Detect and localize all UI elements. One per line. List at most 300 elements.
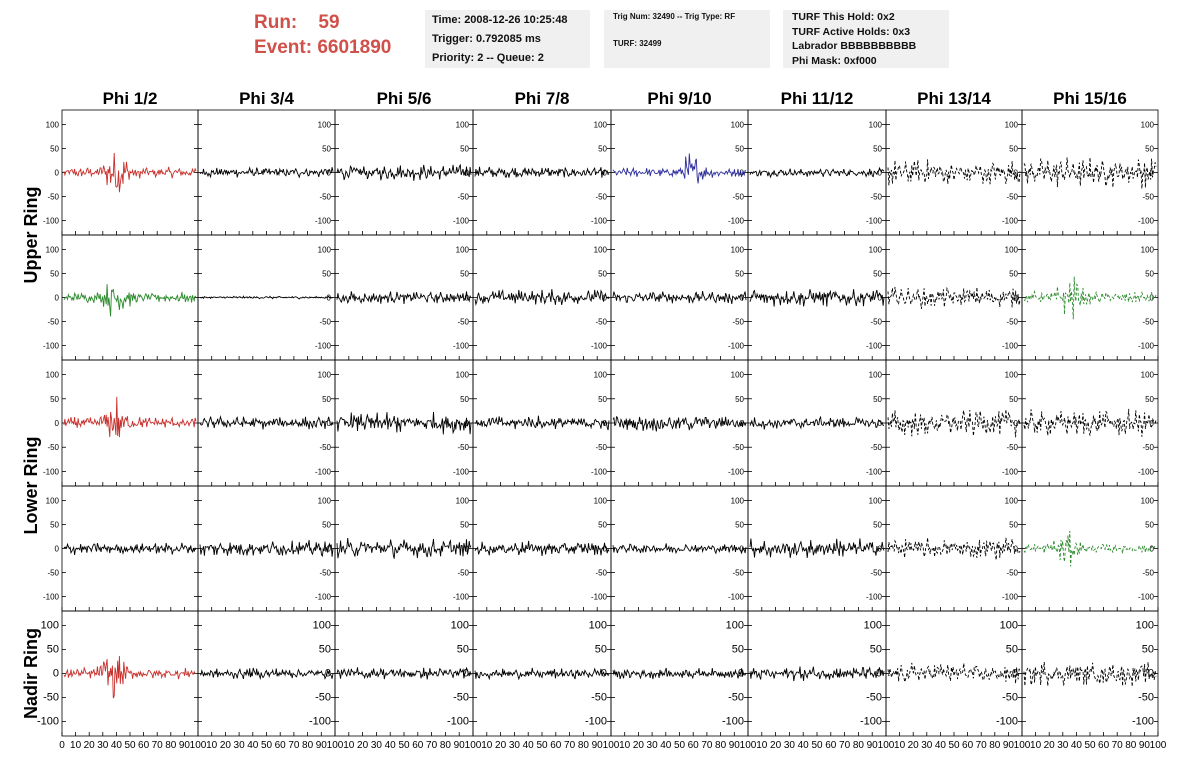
y-tick-label: 0 xyxy=(324,667,331,680)
y-tick-label: 0 xyxy=(1149,419,1154,428)
turf-text: TURF: 32499 xyxy=(613,39,662,48)
waveform-trace xyxy=(200,296,333,299)
y-tick-label: -100 xyxy=(452,216,469,226)
waveform-trace xyxy=(64,656,196,698)
y-tick-label: -100 xyxy=(1137,216,1154,226)
turf-this-hold-text: TURF This Hold: 0x2 xyxy=(792,11,895,23)
waveform-trace xyxy=(200,167,333,177)
y-tick-label: 50 xyxy=(731,643,744,656)
y-tick-label: 50 xyxy=(318,643,331,656)
y-tick-label: -100 xyxy=(1001,216,1018,226)
x-tick-label: 80 xyxy=(1125,740,1137,751)
y-tick-label: -50 xyxy=(732,443,744,453)
column-header: Phi 11/12 xyxy=(780,89,854,108)
waveform-trace xyxy=(64,543,196,555)
y-tick-label: 0 xyxy=(326,419,331,428)
y-tick-label: 0 xyxy=(1149,544,1154,554)
y-tick-label: -50 xyxy=(732,317,744,327)
y-tick-label: 50 xyxy=(598,269,607,279)
y-tick-label: 0 xyxy=(464,419,469,428)
waveform-trace xyxy=(1024,277,1156,320)
y-tick-label: -100 xyxy=(865,467,882,477)
trigger-text: Trigger: 0.792085 ms xyxy=(432,33,541,45)
y-tick-label: -100 xyxy=(865,341,882,351)
x-tick-label: 60 xyxy=(274,740,286,751)
x-tick-label: 20 xyxy=(83,740,95,751)
x-tick-label: 10 xyxy=(206,740,218,751)
y-tick-label: -100 xyxy=(584,715,607,728)
y-tick-label: 0 xyxy=(1011,667,1018,680)
y-tick-label: 100 xyxy=(312,619,331,632)
event-label: Event: xyxy=(254,37,313,58)
x-tick-label: 90 xyxy=(453,740,465,751)
y-tick-label: -50 xyxy=(457,192,469,202)
x-tick-label: 60 xyxy=(962,740,974,751)
y-tick-label: 0 xyxy=(54,544,59,554)
x-tick-label: 30 xyxy=(370,740,382,751)
y-tick-label: 50 xyxy=(1009,520,1018,530)
waveform-trace xyxy=(613,417,746,432)
waveform-trace xyxy=(750,667,884,682)
x-tick-label: 50 xyxy=(948,740,960,751)
y-tick-label: 50 xyxy=(50,269,59,279)
x-tick-label: 80 xyxy=(439,740,451,751)
y-tick-label: 50 xyxy=(873,269,882,279)
x-tick-label: 80 xyxy=(302,740,314,751)
y-tick-label: 100 xyxy=(1140,496,1154,506)
y-tick-label: 100 xyxy=(317,370,331,380)
y-tick-label: -100 xyxy=(314,341,331,351)
x-tick-label: 50 xyxy=(1084,740,1096,751)
y-tick-label: 0 xyxy=(54,168,59,178)
x-tick-label: 10 xyxy=(481,740,493,751)
y-tick-label: -100 xyxy=(590,467,607,477)
x-tick-label: 30 xyxy=(783,740,795,751)
x-tick-label: 100 xyxy=(877,740,895,751)
column-header: Phi 15/16 xyxy=(1053,89,1127,108)
run-value: 59 xyxy=(318,12,340,33)
y-tick-label: -100 xyxy=(1137,467,1154,477)
x-tick-label: 90 xyxy=(178,740,190,751)
y-tick-label: 0 xyxy=(464,168,469,178)
y-tick-label: 100 xyxy=(730,120,744,130)
y-tick-label: 100 xyxy=(317,496,331,506)
y-tick-label: 50 xyxy=(322,269,331,279)
y-tick-label: 50 xyxy=(460,520,469,530)
y-tick-label: -100 xyxy=(36,715,59,728)
y-tick-label: 100 xyxy=(730,245,744,255)
y-tick-label: 0 xyxy=(464,293,469,303)
y-tick-label: -50 xyxy=(1006,192,1018,202)
x-tick-label: 40 xyxy=(384,740,396,751)
y-tick-label: 0 xyxy=(52,667,59,680)
waveform-trace xyxy=(888,409,1020,437)
y-tick-label: -50 xyxy=(595,192,607,202)
y-tick-label: 50 xyxy=(46,643,59,656)
y-tick-label: -100 xyxy=(1137,592,1154,602)
y-tick-label: 100 xyxy=(730,370,744,380)
y-tick-label: 50 xyxy=(873,520,882,530)
x-tick-label: 100 xyxy=(1149,740,1167,751)
y-tick-label: -100 xyxy=(865,592,882,602)
y-tick-label: 0 xyxy=(739,419,744,428)
y-tick-label: 0 xyxy=(1013,293,1018,303)
y-tick-label: 100 xyxy=(863,619,882,632)
waveform-trace xyxy=(750,289,884,306)
y-tick-label: -100 xyxy=(859,715,882,728)
column-header: Phi 3/4 xyxy=(239,89,294,108)
waveform-trace xyxy=(337,667,471,679)
waveform-trace xyxy=(200,540,333,557)
y-tick-label: 100 xyxy=(1004,370,1018,380)
y-tick-label: 50 xyxy=(873,394,882,404)
x-tick-label: 40 xyxy=(110,740,122,751)
y-tick-label: -50 xyxy=(1142,317,1154,327)
y-tick-label: -50 xyxy=(319,317,331,327)
y-tick-label: 100 xyxy=(1140,120,1154,130)
y-tick-label: 100 xyxy=(40,619,59,632)
y-tick-label: -100 xyxy=(314,467,331,477)
y-tick-label: 100 xyxy=(1004,245,1018,255)
y-tick-label: 50 xyxy=(50,520,59,530)
x-tick-label: 10 xyxy=(70,740,82,751)
y-tick-label: -50 xyxy=(870,317,882,327)
x-tick-label: 20 xyxy=(632,740,644,751)
waveform-trace xyxy=(1024,662,1156,687)
y-tick-label: -50 xyxy=(47,568,59,578)
y-tick-label: -100 xyxy=(1137,341,1154,351)
y-tick-label: -50 xyxy=(1006,443,1018,453)
y-tick-label: -50 xyxy=(591,691,607,704)
y-tick-label: -50 xyxy=(453,691,469,704)
y-tick-label: -100 xyxy=(446,715,469,728)
row-group-label: Upper Ring xyxy=(21,186,41,284)
y-tick-label: 0 xyxy=(1013,419,1018,428)
y-tick-label: -100 xyxy=(1131,715,1154,728)
y-tick-label: -50 xyxy=(1138,691,1154,704)
y-tick-label: -50 xyxy=(870,192,882,202)
y-tick-label: -50 xyxy=(47,192,59,202)
y-tick-label: -100 xyxy=(314,592,331,602)
x-tick-label: 90 xyxy=(591,740,603,751)
y-tick-label: 0 xyxy=(602,419,607,428)
x-tick-label: 90 xyxy=(866,740,878,751)
y-tick-label: 100 xyxy=(1004,120,1018,130)
y-tick-label: -50 xyxy=(315,691,331,704)
row-group-label: Nadir Ring xyxy=(21,627,41,720)
y-tick-label: -100 xyxy=(452,592,469,602)
y-tick-label: 0 xyxy=(602,293,607,303)
x-tick-label: 100 xyxy=(189,740,207,751)
phi-mask-text: Phi Mask: 0xf000 xyxy=(792,54,877,67)
y-tick-label: 0 xyxy=(1013,168,1018,178)
y-tick-label: 0 xyxy=(54,293,59,303)
y-tick-label: -100 xyxy=(42,341,59,351)
waveform-trace xyxy=(64,153,196,192)
waveform-trace xyxy=(200,417,333,430)
x-tick-label: 100 xyxy=(602,740,620,751)
y-tick-label: -50 xyxy=(595,443,607,453)
y-tick-label: -50 xyxy=(866,691,882,704)
y-tick-label: 50 xyxy=(322,144,331,154)
y-tick-label: -100 xyxy=(42,467,59,477)
row-group-label: Lower Ring xyxy=(21,436,41,535)
waveform-trace xyxy=(64,284,196,316)
x-tick-label: 60 xyxy=(550,740,562,751)
y-tick-label: 0 xyxy=(877,293,882,303)
y-tick-label: 100 xyxy=(45,120,59,130)
x-tick-label: 60 xyxy=(825,740,837,751)
x-tick-label: 100 xyxy=(464,740,482,751)
y-tick-label: 100 xyxy=(317,245,331,255)
y-tick-label: 50 xyxy=(1009,269,1018,279)
waveform-trace xyxy=(475,167,609,178)
column-header: Phi 5/6 xyxy=(376,89,432,108)
x-tick-label: 30 xyxy=(233,740,245,751)
y-tick-label: -50 xyxy=(319,568,331,578)
y-tick-label: 100 xyxy=(730,496,744,506)
y-tick-label: -100 xyxy=(995,715,1018,728)
x-tick-label: 40 xyxy=(247,740,259,751)
y-tick-label: -100 xyxy=(308,715,331,728)
x-tick-label: 10 xyxy=(1030,740,1042,751)
y-tick-label: -100 xyxy=(452,341,469,351)
y-tick-label: 50 xyxy=(50,144,59,154)
y-tick-label: 0 xyxy=(54,419,59,428)
y-tick-label: 100 xyxy=(455,120,469,130)
waveform-trace xyxy=(750,417,884,429)
x-tick-label: 40 xyxy=(934,740,946,751)
y-tick-label: 50 xyxy=(322,520,331,530)
y-tick-label: -50 xyxy=(1006,568,1018,578)
y-tick-label: 100 xyxy=(593,120,607,130)
x-tick-label: 50 xyxy=(811,740,823,751)
y-tick-label: 50 xyxy=(735,269,744,279)
y-tick-label: -50 xyxy=(319,443,331,453)
y-tick-label: 50 xyxy=(735,144,744,154)
y-tick-label: 100 xyxy=(868,245,882,255)
y-tick-label: 0 xyxy=(739,293,744,303)
x-tick-label: 90 xyxy=(315,740,327,751)
y-tick-label: 100 xyxy=(868,120,882,130)
waveform-trace xyxy=(337,291,471,304)
y-tick-label: -50 xyxy=(1142,568,1154,578)
waveform-trace xyxy=(750,538,884,558)
column-header: Phi 7/8 xyxy=(514,89,570,108)
x-tick-label: 30 xyxy=(921,740,933,751)
y-tick-label: 100 xyxy=(593,496,607,506)
y-tick-label: -100 xyxy=(42,216,59,226)
y-tick-label: -100 xyxy=(721,715,744,728)
x-tick-label: 70 xyxy=(288,740,300,751)
y-tick-label: -50 xyxy=(457,568,469,578)
y-tick-label: -50 xyxy=(457,317,469,327)
y-tick-label: 100 xyxy=(1135,619,1154,632)
waveform-trace xyxy=(475,416,609,430)
y-tick-label: 50 xyxy=(594,643,607,656)
x-tick-label: 60 xyxy=(687,740,699,751)
turf-active-holds-text: TURF Active Holds: 0x3 xyxy=(792,25,911,38)
y-tick-label: 50 xyxy=(460,394,469,404)
x-tick-label: 50 xyxy=(398,740,410,751)
x-tick-label: 20 xyxy=(219,740,231,751)
x-tick-label: 10 xyxy=(894,740,906,751)
x-tick-label: 50 xyxy=(536,740,548,751)
y-tick-label: -50 xyxy=(47,317,59,327)
waveform-trace xyxy=(613,543,746,553)
y-tick-label: 0 xyxy=(600,667,607,680)
y-tick-label: -50 xyxy=(47,443,59,453)
labrador-text: Labrador BBBBBBBBBB xyxy=(792,40,917,52)
y-tick-label: 50 xyxy=(873,144,882,154)
y-tick-label: 0 xyxy=(1147,667,1154,680)
waveform-trace xyxy=(1024,409,1156,437)
y-tick-label: 100 xyxy=(45,245,59,255)
y-tick-label: 50 xyxy=(735,520,744,530)
y-tick-label: 50 xyxy=(598,394,607,404)
y-tick-label: 100 xyxy=(1004,496,1018,506)
y-tick-label: 50 xyxy=(460,269,469,279)
y-tick-label: -100 xyxy=(1001,592,1018,602)
y-tick-label: -50 xyxy=(43,691,59,704)
y-tick-label: 100 xyxy=(1140,245,1154,255)
y-tick-label: 100 xyxy=(317,120,331,130)
y-tick-label: 0 xyxy=(739,544,744,554)
y-tick-label: -100 xyxy=(727,216,744,226)
waveform-trace xyxy=(1024,531,1156,566)
y-tick-label: -50 xyxy=(1142,192,1154,202)
x-tick-label: 20 xyxy=(1043,740,1055,751)
y-tick-label: 50 xyxy=(50,394,59,404)
y-tick-label: -100 xyxy=(727,592,744,602)
y-tick-label: -50 xyxy=(595,317,607,327)
y-tick-label: -100 xyxy=(590,592,607,602)
y-tick-label: 50 xyxy=(460,144,469,154)
x-tick-label: 70 xyxy=(839,740,851,751)
y-tick-label: 100 xyxy=(1140,370,1154,380)
y-tick-label: 50 xyxy=(1009,394,1018,404)
x-tick-label: 90 xyxy=(1138,740,1150,751)
x-tick-label: 20 xyxy=(357,740,369,751)
y-tick-label: 0 xyxy=(602,544,607,554)
y-tick-label: -50 xyxy=(732,568,744,578)
y-tick-label: -100 xyxy=(1001,467,1018,477)
x-tick-label: 70 xyxy=(1111,740,1123,751)
waveform-trace xyxy=(888,159,1020,185)
y-tick-label: 50 xyxy=(598,520,607,530)
y-tick-label: 0 xyxy=(1149,168,1154,178)
x-tick-label: 50 xyxy=(124,740,136,751)
y-tick-label: -100 xyxy=(452,467,469,477)
y-tick-label: 50 xyxy=(1145,520,1154,530)
x-tick-label: 70 xyxy=(975,740,987,751)
x-tick-label: 50 xyxy=(260,740,273,751)
y-tick-label: 100 xyxy=(725,619,744,632)
y-tick-label: 50 xyxy=(598,144,607,154)
x-tick-label: 90 xyxy=(728,740,740,751)
y-tick-label: -100 xyxy=(1001,341,1018,351)
time-text: Time: 2008-12-26 10:25:48 xyxy=(432,14,568,26)
y-tick-label: -50 xyxy=(870,568,882,578)
x-tick-label: 80 xyxy=(852,740,864,751)
x-tick-label: 80 xyxy=(989,740,1001,751)
y-tick-label: 50 xyxy=(1005,643,1018,656)
x-tick-label: 80 xyxy=(577,740,589,751)
y-tick-label: -50 xyxy=(1142,443,1154,453)
y-tick-label: 0 xyxy=(326,293,331,303)
y-tick-label: 50 xyxy=(1009,144,1018,154)
y-tick-label: 0 xyxy=(462,667,469,680)
x-tick-label: 10 xyxy=(756,740,768,751)
x-tick-label: 0 xyxy=(59,740,65,751)
x-tick-label: 30 xyxy=(508,740,520,751)
y-tick-label: 100 xyxy=(999,619,1018,632)
y-tick-label: 0 xyxy=(464,544,469,554)
x-tick-label: 10 xyxy=(619,740,631,751)
run-label: Run: xyxy=(254,12,298,33)
y-tick-label: 50 xyxy=(456,643,469,656)
y-tick-label: 100 xyxy=(45,496,59,506)
y-tick-label: -50 xyxy=(732,192,744,202)
y-tick-label: 50 xyxy=(869,643,882,656)
waveform-trace xyxy=(613,154,746,184)
waveform-trace xyxy=(475,289,609,305)
y-tick-label: -50 xyxy=(457,443,469,453)
y-tick-label: 100 xyxy=(455,370,469,380)
trig-num-text: Trig Num: 32490 -- Trig Type: RF xyxy=(613,12,736,21)
y-tick-label: -50 xyxy=(595,568,607,578)
y-tick-label: 0 xyxy=(1013,544,1018,554)
waveform-trace xyxy=(475,541,609,556)
y-tick-label: 50 xyxy=(1145,144,1154,154)
y-tick-label: -50 xyxy=(728,691,744,704)
waveform-trace xyxy=(613,291,746,304)
x-tick-label: 10 xyxy=(343,740,355,751)
y-tick-label: 0 xyxy=(739,168,744,178)
x-tick-label: 60 xyxy=(138,740,150,751)
y-tick-label: -100 xyxy=(865,216,882,226)
x-tick-label: 70 xyxy=(426,740,438,751)
x-tick-label: 40 xyxy=(797,740,809,751)
y-tick-label: 100 xyxy=(868,370,882,380)
y-tick-label: 100 xyxy=(450,619,469,632)
x-tick-label: 60 xyxy=(412,740,424,751)
waveform-trace xyxy=(64,397,196,437)
y-tick-label: 0 xyxy=(877,544,882,554)
column-header: Phi 13/14 xyxy=(917,89,991,108)
y-tick-label: -100 xyxy=(727,467,744,477)
x-tick-label: 60 xyxy=(1098,740,1110,751)
x-tick-label: 40 xyxy=(660,740,672,751)
y-tick-label: 0 xyxy=(1149,293,1154,303)
y-tick-label: 50 xyxy=(322,394,331,404)
x-tick-label: 80 xyxy=(715,740,727,751)
priority-text: Priority: 2 -- Queue: 2 xyxy=(432,52,544,64)
x-tick-label: 100 xyxy=(739,740,757,751)
y-tick-label: -50 xyxy=(319,192,331,202)
y-tick-label: -100 xyxy=(314,216,331,226)
y-tick-label: 50 xyxy=(1145,394,1154,404)
y-tick-label: 100 xyxy=(45,370,59,380)
column-header: Phi 1/2 xyxy=(102,89,158,108)
waveform-trace xyxy=(888,663,1020,684)
y-tick-label: 0 xyxy=(326,168,331,178)
y-tick-label: 100 xyxy=(593,245,607,255)
x-tick-label: 70 xyxy=(151,740,163,751)
waveform-trace xyxy=(888,287,1020,309)
x-tick-label: 50 xyxy=(673,740,686,751)
x-tick-label: 70 xyxy=(701,740,713,751)
